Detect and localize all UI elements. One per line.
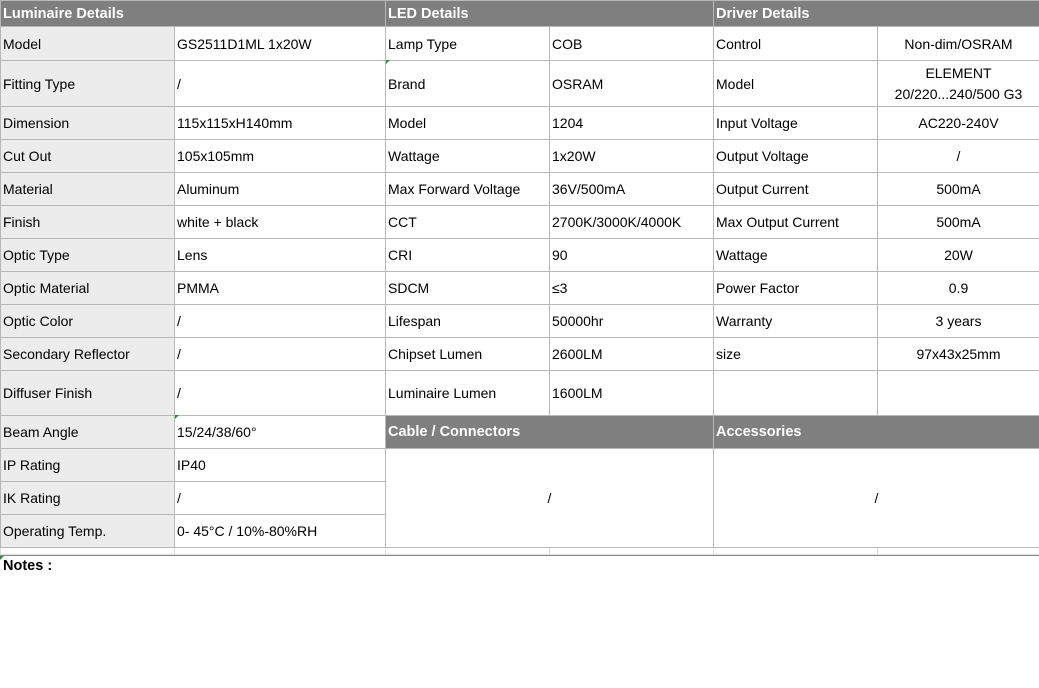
driver-label-output-current: Output Current: [714, 173, 878, 206]
comment-marker-icon: [386, 60, 390, 64]
luminaire-label-fitting-type: Fitting Type: [1, 61, 175, 107]
driver-value-power-factor: 0.9: [878, 272, 1039, 305]
led-label-lifespan: Lifespan: [386, 305, 550, 338]
driver-label-input-voltage: Input Voltage: [714, 107, 878, 140]
driver-value-size: 97x43x25mm: [878, 338, 1039, 371]
driver-label-wattage: Wattage: [714, 239, 878, 272]
driver-value-model: ELEMENT 20/220...240/500 G3: [878, 61, 1039, 107]
led-value-max-forward-voltage: 36V/500mA: [550, 173, 714, 206]
luminaire-value-secondary-reflector: /: [175, 338, 386, 371]
spacer-cell: [175, 548, 386, 555]
led-value-model: 1204: [550, 107, 714, 140]
spacer-cell: [714, 548, 878, 555]
luminaire-label-operating-temp: Operating Temp.: [1, 515, 175, 548]
led-value-cri: 90: [550, 239, 714, 272]
driver-details-header: Driver Details: [714, 1, 1039, 27]
driver-empty-label: [714, 371, 878, 416]
luminaire-value-optic-type: Lens: [175, 239, 386, 272]
accessories-header: Accessories: [714, 416, 1039, 449]
luminaire-label-optic-type: Optic Type: [1, 239, 175, 272]
spacer-cell: [1, 548, 175, 555]
led-value-cct: 2700K/3000K/4000K: [550, 206, 714, 239]
led-value-sdcm: ≤3: [550, 272, 714, 305]
driver-value-max-output-current: 500mA: [878, 206, 1039, 239]
luminaire-value-optic-color: /: [175, 305, 386, 338]
driver-label-model: Model: [714, 61, 878, 107]
luminaire-value-optic-material: PMMA: [175, 272, 386, 305]
luminaire-value-operating-temp: 0- 45°C / 10%-80%RH: [175, 515, 386, 548]
comment-marker-icon: [175, 415, 179, 419]
comment-marker-icon: [0, 556, 4, 560]
luminaire-label-optic-material: Optic Material: [1, 272, 175, 305]
cable-connectors-header: Cable / Connectors: [386, 416, 714, 449]
led-value-luminaire-lumen: 1600LM: [550, 371, 714, 416]
luminaire-label-ik-rating: IK Rating: [1, 482, 175, 515]
luminaire-value-ik-rating: /: [175, 482, 386, 515]
led-details-header: LED Details: [386, 1, 714, 27]
driver-label-output-voltage: Output Voltage: [714, 140, 878, 173]
driver-label-warranty: Warranty: [714, 305, 878, 338]
driver-label-control: Control: [714, 27, 878, 61]
driver-value-input-voltage: AC220-240V: [878, 107, 1039, 140]
led-label-cri: CRI: [386, 239, 550, 272]
luminaire-label-cut-out: Cut Out: [1, 140, 175, 173]
led-label-model: Model: [386, 107, 550, 140]
luminaire-details-header: Luminaire Details: [1, 1, 386, 27]
driver-value-control: Non-dim/OSRAM: [878, 27, 1039, 61]
led-label-brand: Brand: [386, 61, 550, 107]
accessories-value: /: [714, 449, 1039, 548]
luminaire-label-material: Material: [1, 173, 175, 206]
luminaire-label-model: Model: [1, 27, 175, 61]
led-label-max-forward-voltage: Max Forward Voltage: [386, 173, 550, 206]
led-value-lamp-type: COB: [550, 27, 714, 61]
notes-label: Notes :: [3, 558, 53, 574]
notes-divider: [0, 555, 1039, 556]
luminaire-value-material: Aluminum: [175, 173, 386, 206]
luminaire-label-finish: Finish: [1, 206, 175, 239]
driver-empty-value: [878, 371, 1039, 416]
spacer-cell: [386, 548, 550, 555]
led-label-lamp-type: Lamp Type: [386, 27, 550, 61]
driver-value-output-voltage: /: [878, 140, 1039, 173]
spacer-cell: [878, 548, 1039, 555]
driver-value-wattage: 20W: [878, 239, 1039, 272]
luminaire-value-fitting-type: /: [175, 61, 386, 107]
led-label-wattage: Wattage: [386, 140, 550, 173]
luminaire-label-diffuser-finish: Diffuser Finish: [1, 371, 175, 416]
luminaire-label-secondary-reflector: Secondary Reflector: [1, 338, 175, 371]
driver-value-warranty: 3 years: [878, 305, 1039, 338]
led-label-chipset-lumen: Chipset Lumen: [386, 338, 550, 371]
led-label-sdcm: SDCM: [386, 272, 550, 305]
luminaire-label-optic-color: Optic Color: [1, 305, 175, 338]
led-value-brand: OSRAM: [550, 61, 714, 107]
led-label-cct: CCT: [386, 206, 550, 239]
luminaire-label-ip-rating: IP Rating: [1, 449, 175, 482]
luminaire-value-model: GS2511D1ML 1x20W: [175, 27, 386, 61]
led-value-wattage: 1x20W: [550, 140, 714, 173]
driver-value-output-current: 500mA: [878, 173, 1039, 206]
luminaire-label-beam-angle: Beam Angle: [1, 416, 175, 449]
driver-label-size: size: [714, 338, 878, 371]
led-label-luminaire-lumen: Luminaire Lumen: [386, 371, 550, 416]
luminaire-value-cut-out: 105x105mm: [175, 140, 386, 173]
spacer-cell: [550, 548, 714, 555]
luminaire-label-dimension: Dimension: [1, 107, 175, 140]
luminaire-value-dimension: 115x115xH140mm: [175, 107, 386, 140]
luminaire-value-finish: white + black: [175, 206, 386, 239]
luminaire-value-beam-angle: 15/24/38/60°: [175, 416, 386, 449]
cable-connectors-value: /: [386, 449, 714, 548]
driver-label-max-output-current: Max Output Current: [714, 206, 878, 239]
driver-label-power-factor: Power Factor: [714, 272, 878, 305]
led-value-lifespan: 50000hr: [550, 305, 714, 338]
luminaire-value-ip-rating: IP40: [175, 449, 386, 482]
led-value-chipset-lumen: 2600LM: [550, 338, 714, 371]
luminaire-value-diffuser-finish: /: [175, 371, 386, 416]
